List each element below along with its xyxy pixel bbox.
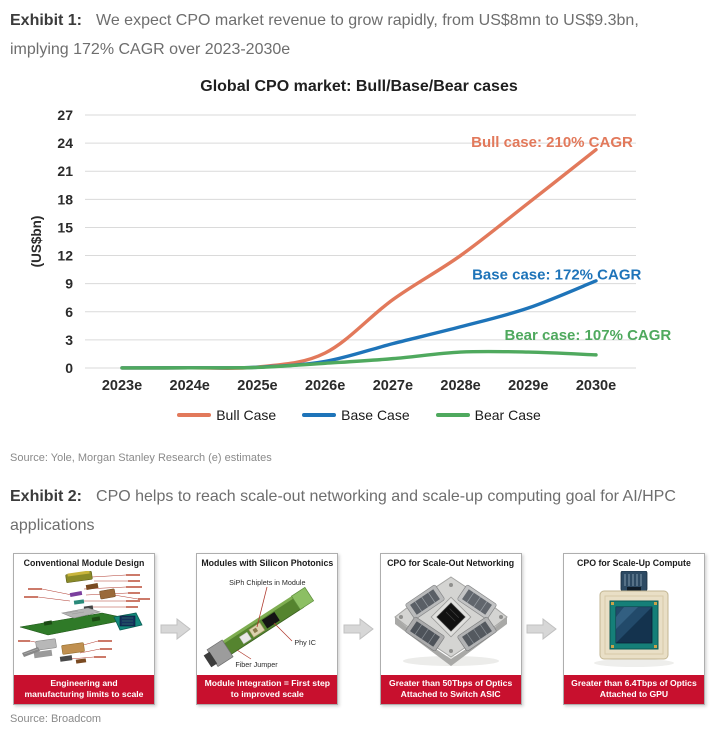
siph-chiplets-label: SiPh Chiplets in Module	[229, 578, 306, 587]
banner-text: Attached to Switch ASIC	[400, 689, 501, 700]
panel-title: Conventional Module Design	[23, 558, 145, 568]
legend-swatch	[436, 413, 470, 417]
y-tick-label: 21	[57, 163, 73, 180]
panel-banner	[564, 675, 704, 704]
exhibit2-heading	[10, 482, 686, 540]
series-annotation-bear-case: Bear case: 107% CAGR	[504, 327, 672, 345]
x-tick-label: 2025e	[237, 378, 278, 394]
x-tick-label: 2030e	[575, 378, 617, 394]
legend-swatch	[302, 413, 336, 417]
panel-banner	[14, 675, 154, 704]
y-tick-label: 24	[57, 135, 73, 152]
banner-text: Attached to GPU	[599, 689, 669, 700]
cpo-evolution-panels	[13, 553, 705, 705]
series-line-base-case	[122, 281, 596, 368]
legend-label: Bear Case	[474, 407, 541, 423]
legend-label: Bull Case	[216, 407, 277, 423]
x-tick-label: 2027e	[372, 378, 414, 394]
panel-title: CPO for Scale-Up Compute	[576, 558, 691, 568]
panel-title: Modules with Silicon Photonics	[201, 558, 334, 568]
panel-title: CPO for Scale-Out Networking	[387, 558, 515, 568]
y-axis-title: (US$bn)	[29, 215, 44, 268]
x-tick-label: 2023e	[101, 378, 143, 394]
legend-item-bull-case	[177, 407, 276, 423]
x-tick-label: 2026e	[304, 378, 346, 394]
chart-legend	[17, 407, 701, 423]
panel-cpo-scale-out	[380, 553, 522, 705]
banner-text: Module Integration = First step	[204, 677, 330, 688]
exhibit1-label: Exhibit 1:	[10, 12, 83, 29]
y-tick-label: 27	[57, 107, 73, 123]
exhibit1-title: We expect CPO market revenue to grow rapidly, from US$8mn to US$9.3bn, implying 172% CAGR over 2023-2030e	[10, 12, 639, 58]
right-arrow-icon	[342, 615, 376, 643]
exhibit1-source: Source: Yole, Morgan Stanley Research (e) estimates	[10, 452, 272, 464]
legend-item-base-case	[302, 407, 409, 423]
cpo-gpu-photo-illustration	[564, 571, 704, 671]
banner-text: manufacturing limits to scale	[24, 689, 144, 700]
exploded-module-illustration	[14, 571, 154, 671]
x-tick-label: 2024e	[169, 378, 210, 394]
y-tick-label: 12	[57, 247, 73, 264]
exhibit2-source: Source: Broadcom	[10, 713, 102, 725]
phy-ic-label: Phy IC	[294, 638, 316, 647]
panel-banner	[197, 675, 337, 704]
cpo-switch-photo-illustration	[381, 571, 521, 671]
panel-banner	[381, 675, 521, 704]
chart-title: Global CPO market: Bull/Base/Bear cases	[200, 78, 518, 95]
banner-text: Greater than 6.4Tbps of Optics	[571, 677, 697, 688]
banner-text: Greater than 50Tbps of Optics	[389, 677, 513, 688]
y-tick-label: 0	[65, 360, 73, 376]
legend-label: Base Case	[341, 407, 410, 423]
fiber-jumper-label: Fiber Jumper	[235, 660, 278, 669]
series-annotation-bull-case: Bull case: 210% CAGR	[471, 134, 633, 152]
exhibit2-label: Exhibit 2:	[10, 488, 83, 505]
panel-silicon-photonics-module	[196, 553, 338, 705]
right-arrow-icon	[525, 615, 559, 643]
x-tick-label: 2029e	[508, 378, 549, 394]
panel-cpo-scale-up	[563, 553, 705, 705]
y-tick-label: 9	[65, 275, 73, 292]
series-annotation-base-case: Base case: 172% CAGR	[472, 266, 642, 284]
right-arrow-icon	[159, 615, 193, 643]
exhibit2-title: CPO helps to reach scale-out networking and scale-up computing goal for AI/HPC applications	[10, 488, 676, 534]
y-tick-label: 6	[65, 303, 73, 320]
cpo-market-chart	[17, 98, 701, 400]
legend-swatch	[177, 413, 211, 417]
banner-text: Engineering and	[50, 677, 118, 688]
y-tick-label: 15	[57, 219, 73, 236]
y-tick-label: 18	[57, 191, 73, 208]
banner-text: to improved scale	[230, 689, 304, 700]
exhibit1-heading	[10, 6, 686, 64]
legend-item-bear-case	[436, 407, 541, 423]
y-tick-label: 3	[65, 331, 73, 348]
panel-conventional-module	[13, 553, 155, 705]
x-tick-label: 2028e	[440, 378, 481, 394]
